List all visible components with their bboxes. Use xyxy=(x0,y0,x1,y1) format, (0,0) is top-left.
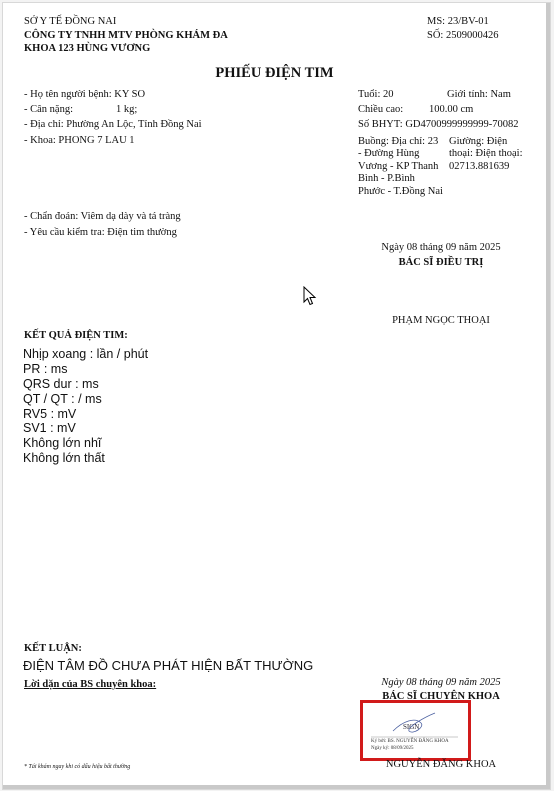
conclusion-text: ĐIỆN TÂM ĐỒ CHƯA PHÁT HIỆN BẤT THƯỜNG xyxy=(23,658,314,673)
conclusion-date: Ngày 08 tháng 09 năm 2025 xyxy=(381,677,501,688)
order-doctor: PHẠM NGỌC THOẠI xyxy=(392,315,490,326)
patient-height-label: Chiều cao: xyxy=(358,104,404,115)
signature-signer: Ký bởi: BS. NGUYỄN ĐĂNG KHOA xyxy=(371,739,449,744)
header-branch: KHOA 123 HÙNG VƯƠNG xyxy=(24,43,151,54)
document-page xyxy=(3,3,550,789)
advice-label: Lời dặn của BS chuyên khoa: xyxy=(24,679,157,690)
result-line: Không lớn nhĩ xyxy=(23,436,102,450)
signature-stamp xyxy=(360,700,471,761)
patient-request: - Yêu cầu kiểm tra: Điện tim thường xyxy=(24,227,177,238)
result-line: QRS dur : ms xyxy=(23,377,99,391)
patient-height-value: 100.00 cm xyxy=(429,104,474,115)
header-dept: SỞ Y TẾ ĐỒNG NAI xyxy=(24,16,117,27)
header-ms: MS: 23/BV-01 xyxy=(427,16,489,27)
patient-ward: - Khoa: PHONG 7 LAU 1 xyxy=(24,135,135,146)
order-date: Ngày 08 tháng 09 năm 2025 xyxy=(381,242,501,253)
patient-age: Tuổi: 20 xyxy=(358,89,394,100)
patient-name: - Họ tên người bệnh: KY SO xyxy=(24,89,146,100)
result-line: RV5 : mV xyxy=(23,407,77,421)
patient-weight-value: 1 kg; xyxy=(116,104,138,115)
patient-gender: Giới tính: Nam xyxy=(447,89,511,100)
results-heading: KẾT QUẢ ĐIỆN TIM: xyxy=(24,330,128,341)
patient-address: - Địa chỉ: Phường An Lộc, Tỉnh Đồng Nai xyxy=(24,119,202,130)
result-line: Nhịp xoang : lần / phút xyxy=(23,347,149,361)
conclusion-role: BÁC SĨ CHUYÊN KHOA xyxy=(382,691,500,702)
footnote: * Tái khám ngay khi có dấu hiệu bất thường xyxy=(24,764,131,770)
header-company: CÔNG TY TNHH MTV PHÒNG KHÁM ĐA xyxy=(24,30,228,41)
mouse-cursor-icon xyxy=(303,286,317,306)
conclusion-doctor: NGUYỄN ĐĂNG KHOA xyxy=(385,759,497,770)
header-so: SỐ: 2509000426 xyxy=(427,30,499,41)
patient-bhyt: Số BHYT: GD4700999999999-70082 xyxy=(358,119,519,130)
conclusion-heading: KẾT LUẬN: xyxy=(24,643,82,654)
patient-weight-label: - Cân nặng: xyxy=(24,104,73,115)
patient-room: Buồng: Địa chỉ: 23 - Đường Hùng Vương - KP Thanh Bình - P.Bình Phước - T.Đồng Nai xyxy=(358,136,443,197)
page-title: PHIẾU ĐIỆN TIM xyxy=(215,65,334,81)
signature-mark: SIGN xyxy=(403,723,420,731)
result-line: QT / QT : / ms xyxy=(23,392,102,406)
result-line: PR : ms xyxy=(23,362,68,376)
patient-bed: Giường: Điện thoại: Điện thoại: 02713.881639 xyxy=(449,136,523,172)
result-line: Không lớn thất xyxy=(23,451,105,465)
order-role: BÁC SĨ ĐIỀU TRỊ xyxy=(398,257,484,268)
signature-date: Ngày ký: 08/09/2025 xyxy=(371,746,414,751)
patient-diagnosis: - Chẩn đoán: Viêm dạ dày và tá tràng xyxy=(24,211,181,222)
result-line: SV1 : mV xyxy=(23,421,76,435)
